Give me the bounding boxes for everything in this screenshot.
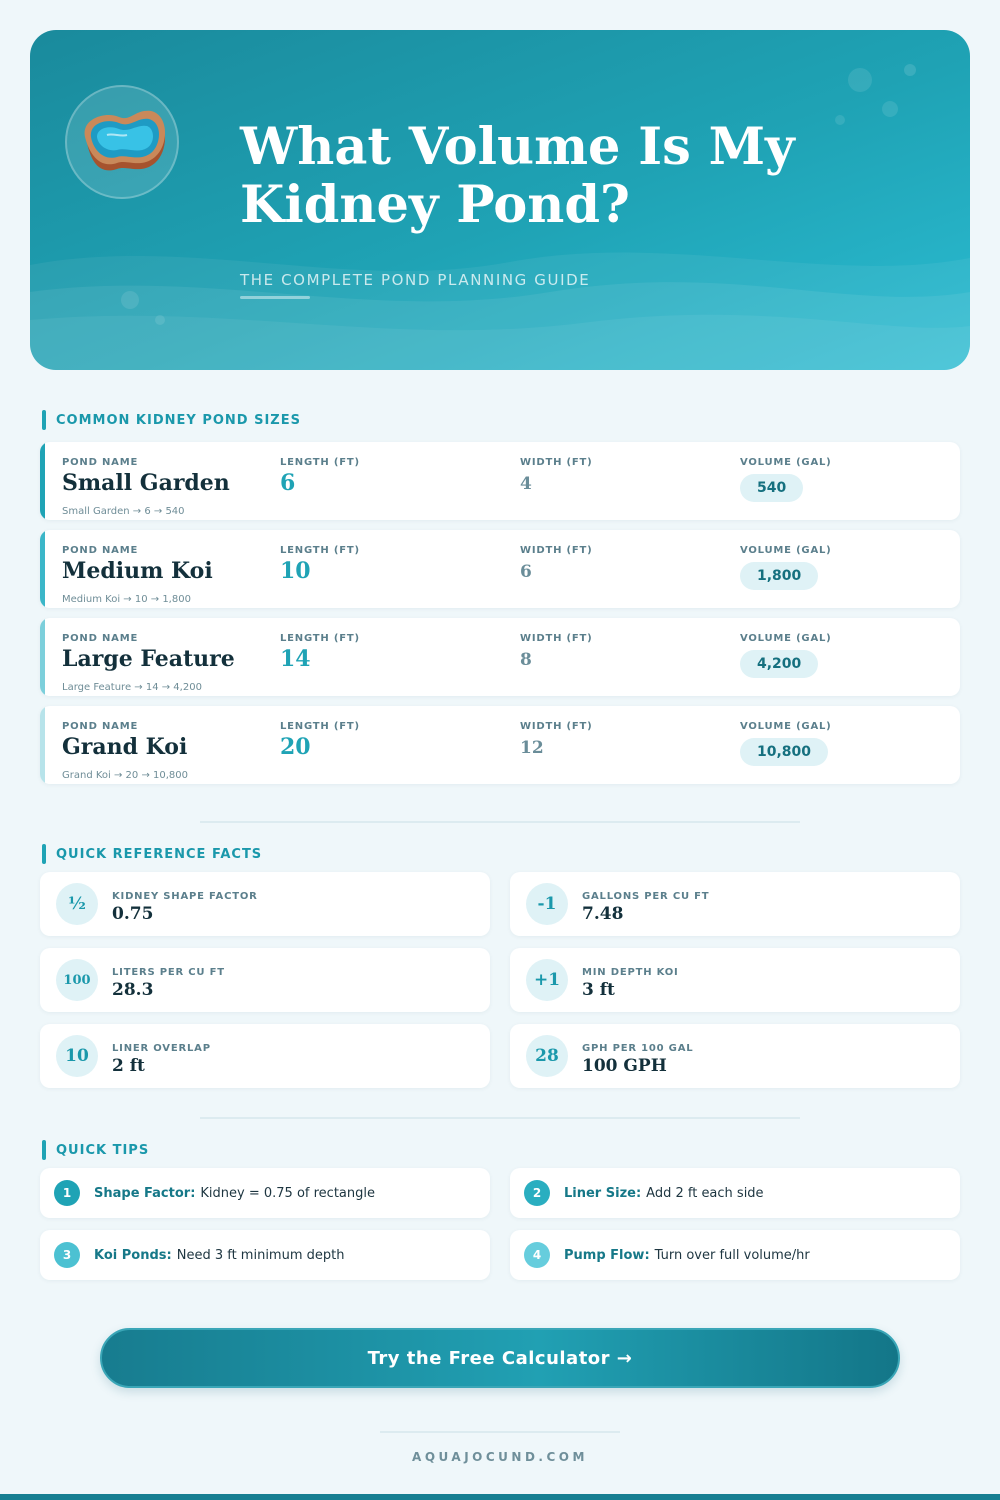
- tip-number: 3: [54, 1242, 80, 1268]
- footer-divider: [380, 1431, 620, 1433]
- heading-accent-bar: [42, 1140, 46, 1160]
- row-footnote: Grand Koi → 20 → 10,800: [62, 770, 188, 781]
- tip-title: Shape Factor:: [94, 1185, 196, 1201]
- fact-badge: 28: [526, 1035, 568, 1077]
- tip-text: Add 2 ft each side: [646, 1185, 764, 1201]
- fact-card: [510, 948, 960, 1012]
- row-footnote: Large Feature → 14 → 4,200: [62, 682, 202, 693]
- width-label: WIDTH (FT): [520, 457, 593, 468]
- section-divider: [200, 821, 800, 823]
- tip-title: Koi Ponds:: [94, 1247, 172, 1263]
- tip-title: Liner Size:: [564, 1185, 642, 1201]
- tip-text: Need 3 ft minimum depth: [176, 1247, 345, 1263]
- pond-length: 6: [280, 470, 296, 496]
- fact-card: [510, 872, 960, 936]
- pond-width: 4: [520, 474, 532, 494]
- length-label: LENGTH (FT): [280, 721, 360, 732]
- pond-width: 8: [520, 650, 532, 670]
- fact-value: 100 GPH: [582, 1056, 667, 1076]
- fact-badge: +1: [526, 959, 568, 1001]
- pond-row: [40, 618, 960, 696]
- facts-section-heading: [42, 844, 262, 864]
- fact-label: GALLONS PER CU FT: [582, 891, 710, 902]
- width-label: WIDTH (FT): [520, 721, 593, 732]
- tips-section-heading: [42, 1140, 149, 1160]
- bottom-accent-bar: [0, 1494, 1000, 1500]
- row-footnote: Small Garden → 6 → 540: [62, 506, 185, 517]
- tip-card: [40, 1230, 490, 1280]
- page-subtitle: THE COMPLETE POND PLANNING GUIDE: [240, 271, 591, 289]
- calculator-cta-button[interactable]: Try the Free Calculator →: [100, 1328, 900, 1388]
- fact-card: [40, 872, 490, 936]
- name-label: POND NAME: [62, 633, 139, 644]
- tip-card: [40, 1168, 490, 1218]
- fact-card: [510, 1024, 960, 1088]
- row-accent: [40, 618, 45, 696]
- volume-label: VOLUME (GAL): [740, 721, 832, 732]
- fact-badge: 100: [56, 959, 98, 1001]
- length-label: LENGTH (FT): [280, 545, 360, 556]
- fact-value: 2 ft: [112, 1056, 145, 1076]
- hero-banner: [30, 30, 970, 370]
- width-label: WIDTH (FT): [520, 633, 593, 644]
- tip-card: [510, 1168, 960, 1218]
- row-accent: [40, 530, 45, 608]
- length-label: LENGTH (FT): [280, 457, 360, 468]
- pond-row: [40, 442, 960, 520]
- name-label: POND NAME: [62, 721, 139, 732]
- pond-width: 6: [520, 562, 532, 582]
- width-label: WIDTH (FT): [520, 545, 593, 556]
- pond-row: [40, 530, 960, 608]
- tip-title: Pump Flow:: [564, 1247, 650, 1263]
- fact-badge: 10: [56, 1035, 98, 1077]
- tip-number: 2: [524, 1180, 550, 1206]
- volume-badge: 4,200: [740, 650, 818, 678]
- fact-label: GPH PER 100 GAL: [582, 1043, 694, 1054]
- pond-length: 20: [280, 734, 311, 760]
- fact-value: 3 ft: [582, 980, 615, 1000]
- page-title: What Volume Is My Kidney Pond?: [240, 117, 795, 235]
- pond-size-list: [40, 442, 960, 794]
- pond-length: 14: [280, 646, 311, 672]
- volume-label: VOLUME (GAL): [740, 457, 832, 468]
- pond-length: 10: [280, 558, 311, 584]
- fact-label: LINER OVERLAP: [112, 1043, 211, 1054]
- kidney-pond-icon: [65, 85, 179, 199]
- fact-value: 0.75: [112, 904, 154, 924]
- heading-accent-bar: [42, 844, 46, 864]
- tip-text: Turn over full volume/hr: [654, 1247, 810, 1263]
- fact-value: 7.48: [582, 904, 624, 924]
- volume-badge: 1,800: [740, 562, 818, 590]
- fact-value: 28.3: [112, 980, 154, 1000]
- pond-name: Medium Koi: [62, 558, 213, 584]
- tip-number: 4: [524, 1242, 550, 1268]
- row-footnote: Medium Koi → 10 → 1,800: [62, 594, 191, 605]
- row-accent: [40, 706, 45, 784]
- facts-heading-text: QUICK REFERENCE FACTS: [56, 846, 263, 862]
- subtitle-underline: [240, 296, 310, 299]
- length-label: LENGTH (FT): [280, 633, 360, 644]
- tip-text: Kidney = 0.75 of rectangle: [200, 1185, 375, 1201]
- sizes-heading-text: COMMON KIDNEY POND SIZES: [56, 412, 301, 428]
- fact-card: [40, 948, 490, 1012]
- name-label: POND NAME: [62, 545, 139, 556]
- pond-row: [40, 706, 960, 784]
- tip-number: 1: [54, 1180, 80, 1206]
- fact-badge: ½: [56, 883, 98, 925]
- footer-brand: AQUAJOCUND.COM: [412, 1450, 588, 1464]
- fact-label: MIN DEPTH KOI: [582, 967, 679, 978]
- volume-badge: 540: [740, 474, 803, 502]
- pond-name: Grand Koi: [62, 734, 188, 760]
- fact-label: KIDNEY SHAPE FACTOR: [112, 891, 258, 902]
- sizes-section-heading: [42, 410, 301, 430]
- row-accent: [40, 442, 45, 520]
- volume-badge: 10,800: [740, 738, 828, 766]
- heading-accent-bar: [42, 410, 46, 430]
- volume-label: VOLUME (GAL): [740, 545, 832, 556]
- pond-width: 12: [520, 738, 544, 758]
- pond-name: Large Feature: [62, 646, 235, 672]
- tips-heading-text: QUICK TIPS: [56, 1142, 150, 1158]
- pond-name: Small Garden: [62, 470, 230, 496]
- fact-card: [40, 1024, 490, 1088]
- volume-label: VOLUME (GAL): [740, 633, 832, 644]
- fact-label: LITERS PER CU FT: [112, 967, 225, 978]
- section-divider: [200, 1117, 800, 1119]
- fact-badge: -1: [526, 883, 568, 925]
- name-label: POND NAME: [62, 457, 139, 468]
- tip-card: [510, 1230, 960, 1280]
